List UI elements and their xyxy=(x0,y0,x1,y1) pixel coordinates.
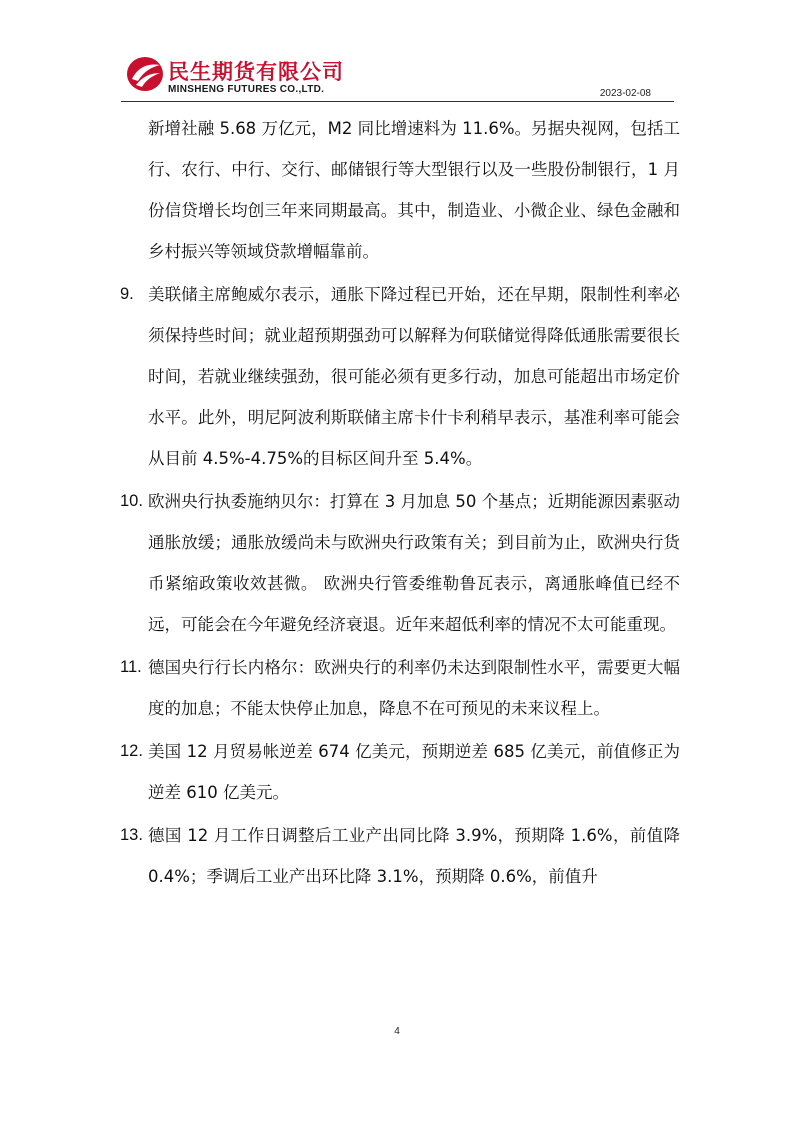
page-number: 4 xyxy=(394,1026,400,1037)
list-item xyxy=(120,481,680,645)
list-item xyxy=(120,815,680,897)
list-item-text: 美联储主席鲍威尔表示，通胀下降过程已开始，还在早期，限制性利率必须保持些时间；就业超预期强劲可以解释为何联储觉得降低通胀需要很长时间，若就业继续强劲，很可能必须有更多行动，加息可能超出市场定价水平。此外，明尼阿波利斯联储主席卡什卡利稍早表示，基准利率可能会从目前 4.5%-4.75%的目标区间升至 5.4%。 xyxy=(148,285,680,468)
company-name-en: MINSHENG FUTURES CO.,LTD. xyxy=(168,84,325,95)
company-name-cn: 民生期货有限公司 xyxy=(168,60,344,84)
list-item xyxy=(120,274,680,479)
list-item-number: 10. xyxy=(120,492,143,510)
list-item-number: 13. xyxy=(120,826,143,844)
list-item-number: 12. xyxy=(120,742,143,760)
list-item xyxy=(120,731,680,813)
list-item-text: 美国 12 月贸易帐逆差 674 亿美元，预期逆差 685 亿美元，前值修正为逆差 610 亿美元。 xyxy=(148,742,680,802)
continuation-paragraph: 新增社融 5.68 万亿元，M2 同比增速料为 11.6%。另据央视网，包括工行、农行、中行、交行、邮储银行等大型银行以及一些股份制银行，1 月份信贷增长均创三年来同期最高。其中，制造业、小微企业、绿色金融和乡村振兴等领域贷款增幅靠前。 xyxy=(148,119,680,261)
list-item-number: 11. xyxy=(120,658,142,676)
page-header xyxy=(0,0,794,104)
document-body xyxy=(120,108,680,897)
list-item-text: 欧洲央行执委施纳贝尔：打算在 3 月加息 50 个基点；近期能源因素驱动通胀放缓；通胀放缓尚未与欧洲央行政策有关；到目前为止，欧洲央行货币紧缩政策收效甚微。 欧洲央行管委维勒鲁瓦表示，离通胀峰值已经不远，可能会在今年避免经济衰退。近年来超低利率的情况不太可能重现。 xyxy=(148,492,680,634)
list-item-text: 德国 12 月工作日调整后工业产出同比降 3.9%，预期降 1.6%，前值降 0.4%；季调后工业产出环比降 3.1%，预期降 0.6%，前值升 xyxy=(148,826,680,886)
list-item xyxy=(120,647,680,729)
header-rule xyxy=(121,101,674,102)
minsheng-logo-icon xyxy=(126,55,164,93)
list-item-number: 9. xyxy=(120,285,134,303)
report-date: 2023-02-08 xyxy=(599,88,651,99)
list-item-text: 德国央行行长内格尔：欧洲央行的利率仍未达到限制性水平，需要更大幅度的加息；不能太快停止加息，降息不在可预见的未来议程上。 xyxy=(148,658,680,718)
